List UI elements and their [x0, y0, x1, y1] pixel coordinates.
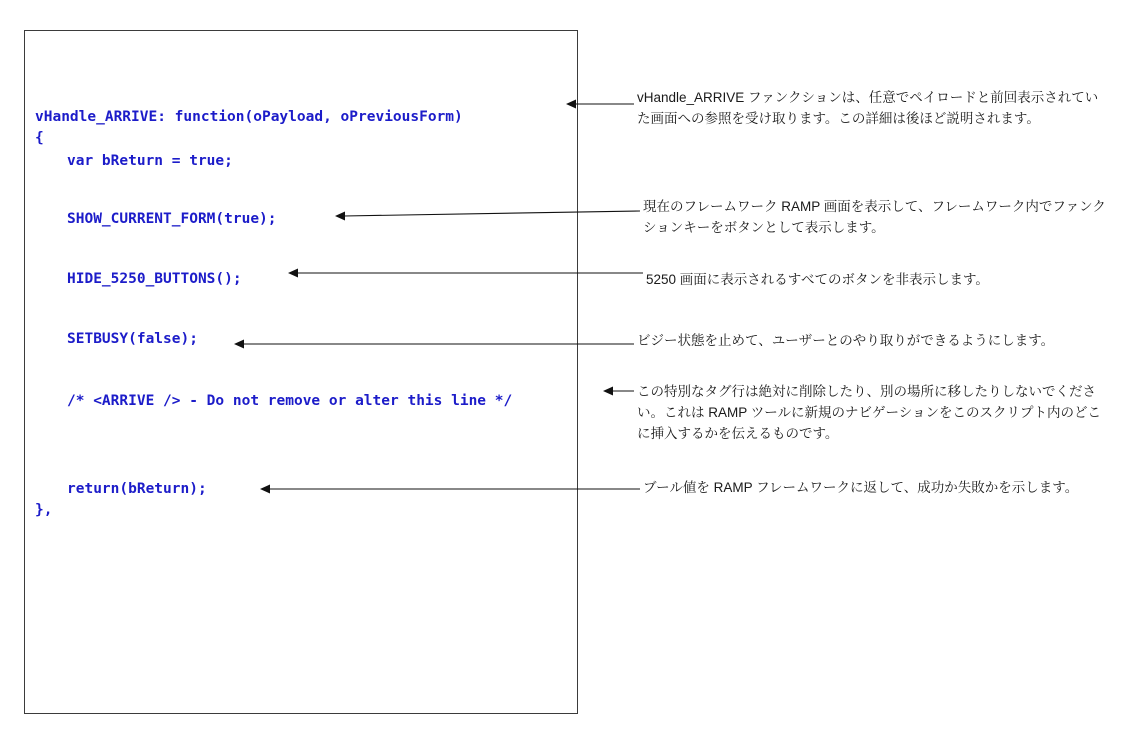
code-line: HIDE_5250_BUTTONS(); — [67, 271, 242, 287]
note-return: ブール値を RAMP フレームワークに返して、成功か失敗かを示します。 — [643, 480, 1079, 495]
code-line: var bReturn = true; — [67, 153, 233, 169]
note-arrive-tag: この特別なタグ行は絶対に削除したり、別の場所に移したりしないでください。これは RAMP ツールに新規のナビゲーションをこのスクリプト内のどこに挿入するかを伝えるものです。 — [637, 384, 1101, 441]
arrow-arrive-tag — [603, 387, 634, 396]
code-line: SHOW_CURRENT_FORM(true); — [67, 211, 277, 227]
note-arrive: vHandle_ARRIVE ファンクションは、任意でペイロードと前回表示されていた画面への参照を受け取ります。この詳細は後ほど説明されます。 — [637, 90, 1099, 126]
code-line: SETBUSY(false); — [67, 331, 198, 347]
code-panel — [24, 30, 578, 714]
code-line: vHandle_ARRIVE: function(oPayload, oPreviousForm) — [35, 109, 463, 125]
code-line: { — [35, 130, 44, 146]
code-line: }, — [35, 502, 53, 518]
note-hide-5250-buttons: 5250 画面に表示されるすべてのボタンを非表示します。 — [646, 272, 989, 287]
note-show-current-form: 現在のフレームワーク RAMP 画面を表示して、フレームワーク内でファンクションキーをボタンとして表示します。 — [643, 199, 1106, 235]
code-line: /* <ARRIVE /> - Do not remove or alter this line */ — [67, 393, 513, 409]
note-setbusy: ビジー状態を止めて、ユーザーとのやり取りができるようにします。 — [637, 333, 1055, 348]
code-line: return(bReturn); — [67, 481, 207, 497]
